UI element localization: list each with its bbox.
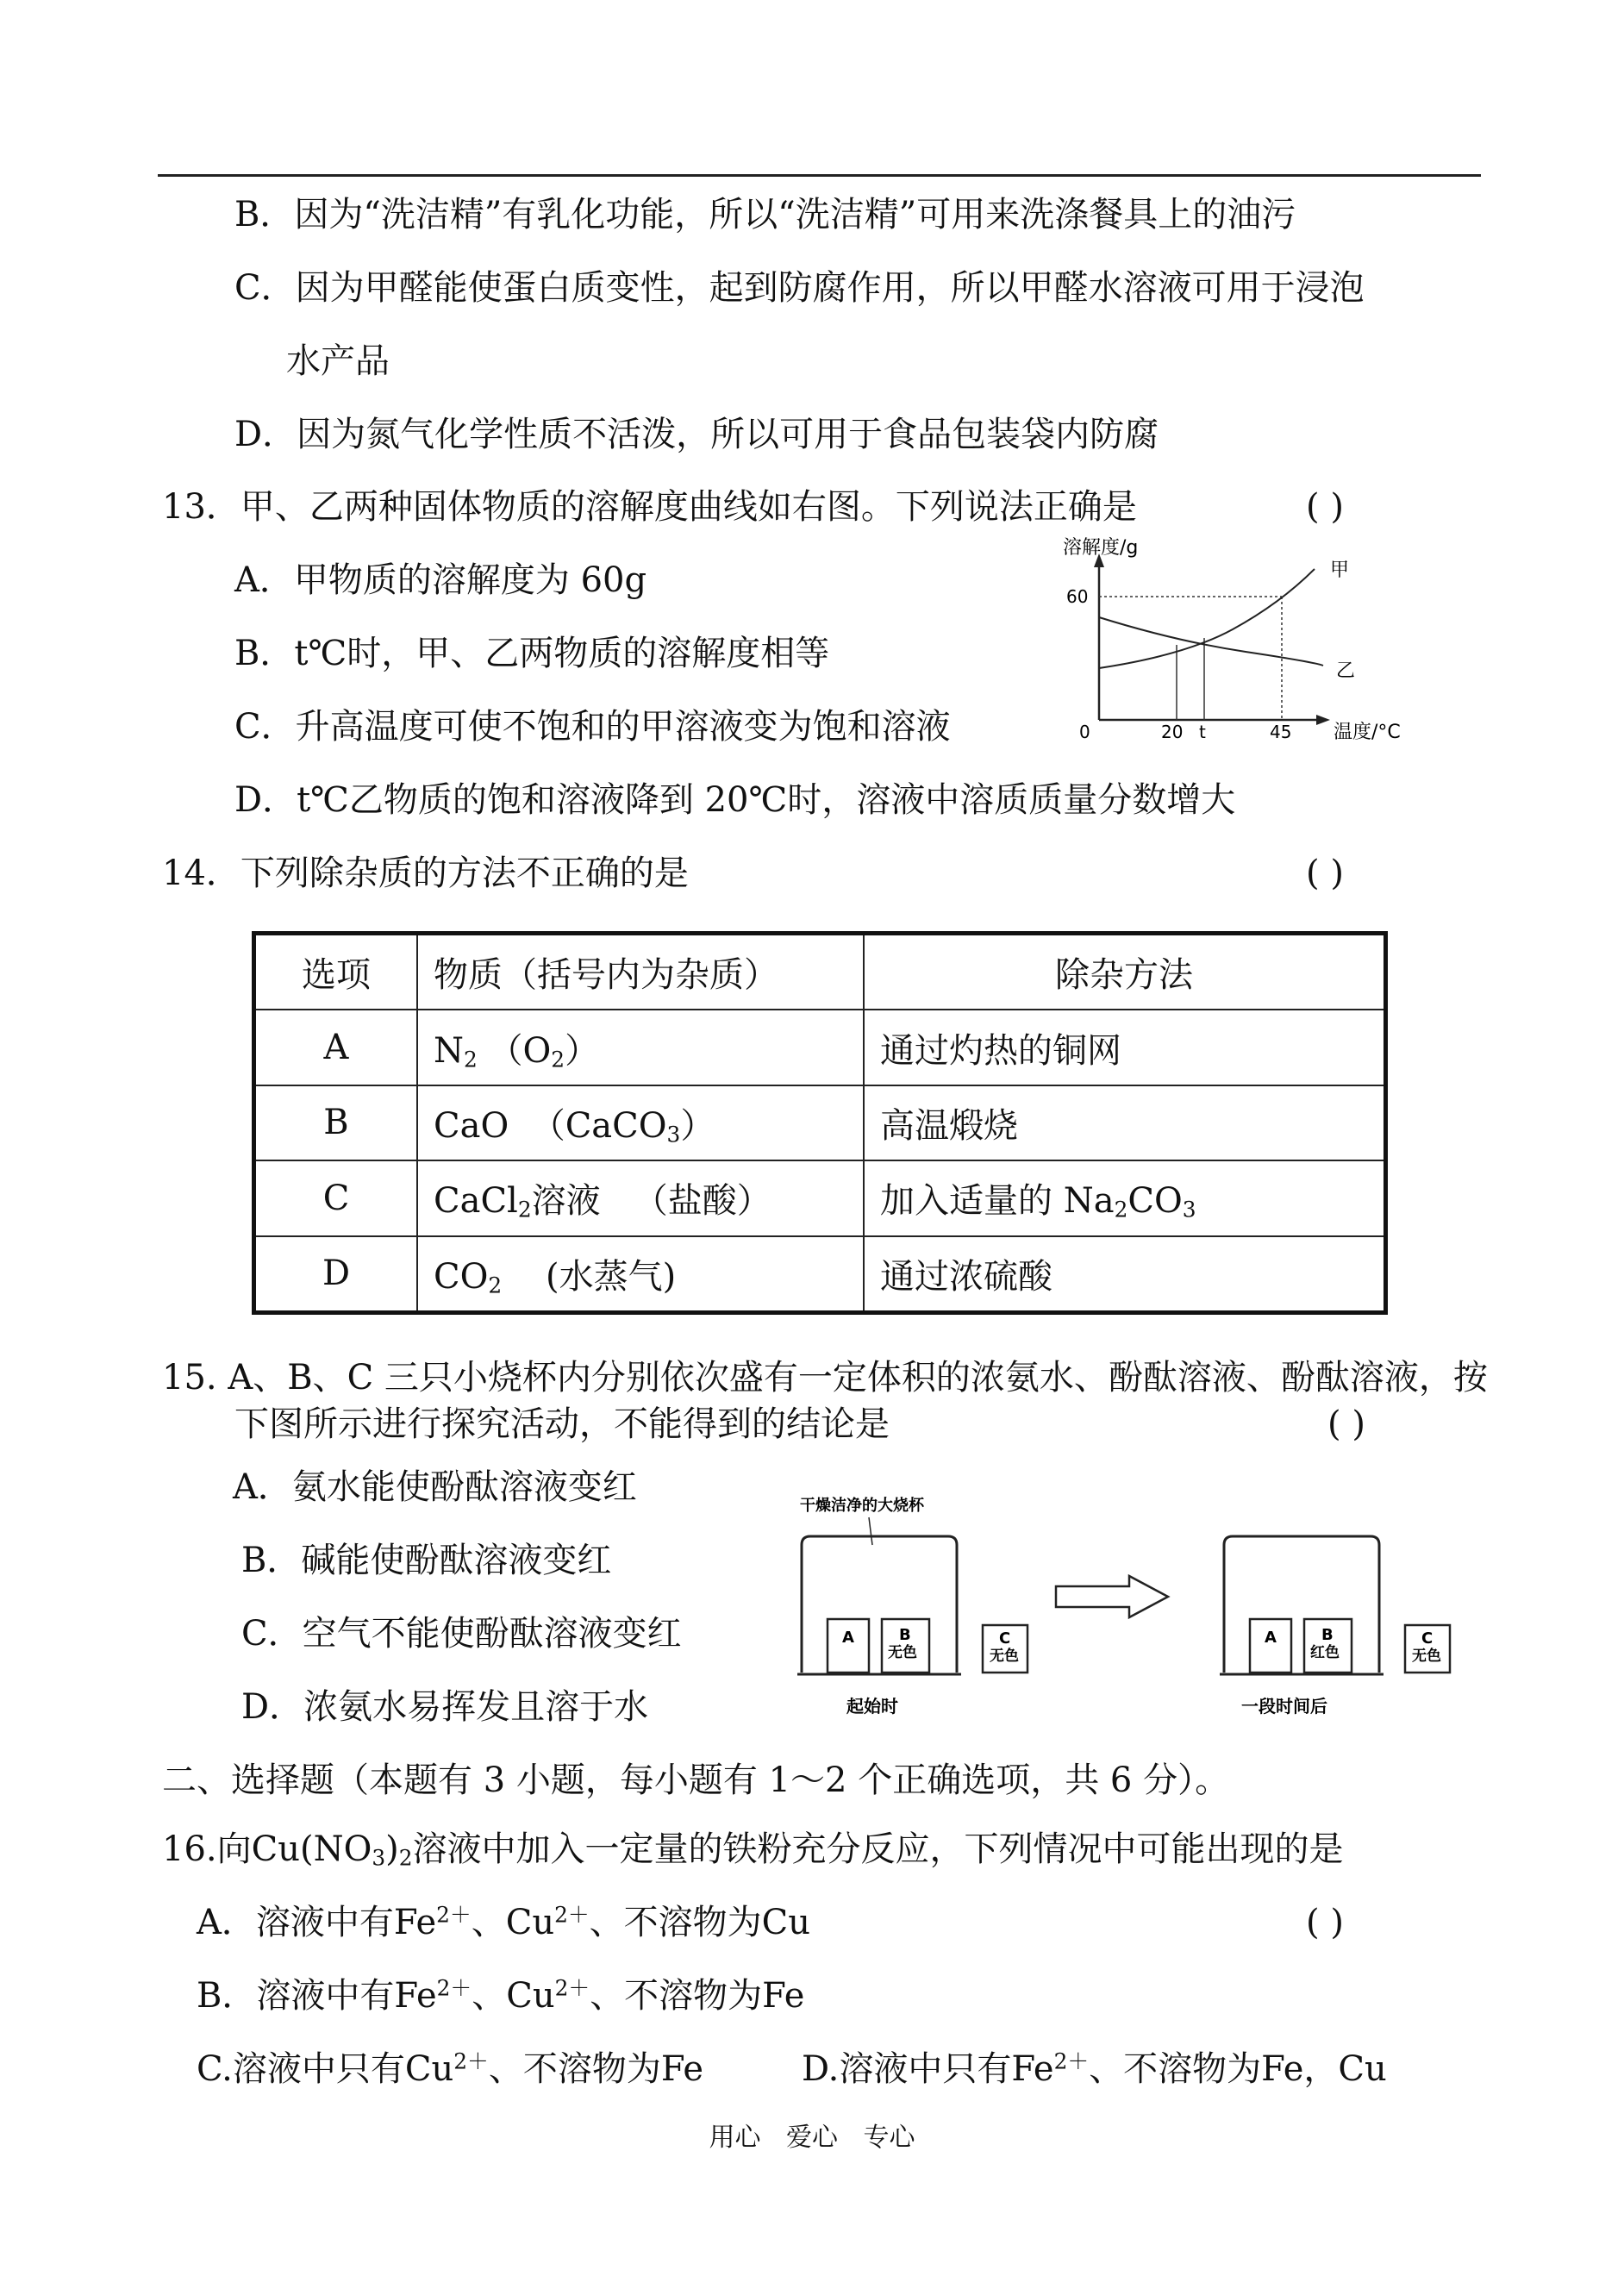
beaker-c-colorless: 无色 xyxy=(990,1648,1019,1665)
beaker-a-label: A xyxy=(1265,1629,1277,1647)
q12-option-d: D．因为氮气化学性质不活泼，所以可用于食品包装袋内防腐 xyxy=(234,415,1159,454)
q16-stem xyxy=(162,1828,1344,1871)
subscript: 2 xyxy=(488,1273,503,1298)
cell-substance xyxy=(417,1085,864,1160)
big-beaker-start xyxy=(802,1536,957,1673)
formula-text: （ xyxy=(530,1105,565,1146)
header-substance: 物质（括号内为杂质） xyxy=(417,934,864,1010)
label-jia: 甲 xyxy=(1330,560,1350,581)
graph-x-tick-t: t xyxy=(1199,722,1206,741)
q16-option-c xyxy=(197,2048,703,2091)
cell-option: C xyxy=(254,1160,418,1235)
option-suffix: 、不溶物为Cu xyxy=(589,1903,811,1942)
caption-start: 起始时 xyxy=(846,1696,898,1717)
beaker-c-colorless: 无色 xyxy=(1412,1648,1441,1665)
graph-x-tick-0: 0 xyxy=(1079,722,1090,741)
method-text: 加入适量的 xyxy=(880,1181,1052,1222)
subscript: 3 xyxy=(666,1122,681,1148)
graph-y-label: 溶解度/g xyxy=(1063,537,1139,559)
formula-text: Fe xyxy=(393,1903,437,1942)
big-beaker-label: 干燥洁净的大烧杯 xyxy=(800,1497,924,1515)
formula-text: O xyxy=(522,1030,552,1071)
subscript: 3 xyxy=(372,1845,386,1871)
formula-text: Cu(NO xyxy=(251,1829,372,1869)
charge: 2＋ xyxy=(554,1902,590,1928)
graph-x-tick-45: 45 xyxy=(1270,722,1292,741)
charge: 2＋ xyxy=(1053,2048,1090,2074)
table-row xyxy=(254,1160,1386,1235)
q13-answer-paren: ( ) xyxy=(1306,487,1344,527)
q13-option-b: B．t℃时，甲、乙两物质的溶解度相等 xyxy=(234,634,830,673)
arrow-right xyxy=(1056,1576,1168,1617)
q13-option-d: D．t℃乙物质的饱和溶液降到 20℃时，溶液中溶质质量分数增大 xyxy=(234,780,1236,820)
q12-option-b: B．因为“洗洁精”有乳化功能，所以“洗洁精”可用来洗涤餐具上的油污 xyxy=(234,195,1296,235)
formula-text: ） xyxy=(680,1105,715,1146)
charge: 2＋ xyxy=(554,1975,590,2001)
option-suffix: 、不溶物为Fe，Cu xyxy=(1089,2049,1387,2089)
separator: 、 xyxy=(471,1903,506,1942)
formula-text: Fe xyxy=(394,1976,437,2016)
formula-text: Fe xyxy=(1011,2049,1054,2089)
option-suffix: 、不溶物为Fe xyxy=(488,2049,704,2089)
q15-stem: 15. A、B、C 三只小烧杯内分别依次盛有一定体积的浓氨水、酚酞溶液、酚酞溶液，按 xyxy=(162,1358,1488,1398)
header-method: 除杂方法 xyxy=(864,934,1386,1010)
q15-option-d: D．浓氨水易挥发且溶于水 xyxy=(241,1687,649,1727)
q16-stem-pre: 16.向 xyxy=(162,1829,252,1869)
cell-method xyxy=(864,1160,1386,1235)
beaker-a-label: A xyxy=(842,1629,854,1647)
q12-option-c-cont: 水产品 xyxy=(286,341,390,381)
q13-option-a: A．甲物质的溶解度为 60g xyxy=(234,560,647,600)
charge: 2＋ xyxy=(436,1902,472,1928)
option-prefix: B．溶液中有 xyxy=(197,1976,395,2016)
formula-text: (水蒸气) xyxy=(546,1256,677,1297)
cell-method: 通过灼热的铜网 xyxy=(864,1010,1386,1085)
option-prefix: C.溶液中只有 xyxy=(197,2049,405,2089)
cell-option: A xyxy=(254,1010,418,1085)
cell-substance xyxy=(417,1010,864,1085)
label-yi: 乙 xyxy=(1336,660,1356,682)
q16-answer-paren: ( ) xyxy=(1306,1903,1344,1942)
formula-text: Cu xyxy=(506,1976,555,2016)
subscript: 3 xyxy=(1182,1197,1196,1223)
charge: 2＋ xyxy=(436,1975,472,2001)
big-beaker-after xyxy=(1224,1536,1379,1673)
q16-option-d xyxy=(802,2048,1387,2091)
charge: 2＋ xyxy=(453,2048,489,2074)
q13-option-c: C．升高温度可使不饱和的甲溶液变为饱和溶液 xyxy=(234,707,951,747)
cell-option: D xyxy=(254,1236,418,1313)
table-header-row xyxy=(254,934,1386,1010)
table-row xyxy=(254,1236,1386,1313)
q14-answer-paren: ( ) xyxy=(1306,854,1344,893)
header-option: 选项 xyxy=(254,934,418,1010)
table-row xyxy=(254,1010,1386,1085)
formula-text: CaCl xyxy=(434,1181,518,1222)
formula-text: ) xyxy=(385,1829,399,1869)
subscript: 2 xyxy=(517,1197,532,1223)
separator: 、 xyxy=(472,1976,507,2016)
graph-x-label: 温度/°C xyxy=(1334,722,1401,741)
formula-text: ） xyxy=(565,1030,600,1071)
table-row xyxy=(254,1085,1386,1160)
cell-method: 高温煅烧 xyxy=(864,1085,1386,1160)
beaker-b-label: B xyxy=(899,1626,911,1644)
graph-x-tick-20: 20 xyxy=(1161,722,1184,741)
subscript: 2 xyxy=(398,1845,413,1871)
cell-substance xyxy=(417,1236,864,1313)
formula-text: （ xyxy=(488,1030,523,1071)
formula-text: CO xyxy=(1127,1181,1183,1222)
q13-stem: 13．甲、乙两种固体物质的溶解度曲线如右图。下列说法正确是 xyxy=(162,487,1137,527)
subscript: 2 xyxy=(551,1047,565,1072)
formula-text: Na xyxy=(1063,1181,1115,1222)
cell-substance xyxy=(417,1160,864,1235)
q12-option-c: C．因为甲醛能使蛋白质变性，起到防腐作用，所以甲醛水溶液可用于浸泡 xyxy=(234,268,1365,308)
graph-y-tick-60: 60 xyxy=(1066,586,1089,607)
beaker-c-label: C xyxy=(999,1629,1011,1648)
q15-option-b: B．碱能使酚酞溶液变红 xyxy=(241,1541,612,1580)
subscript: 2 xyxy=(1114,1197,1128,1223)
big-beaker-pointer xyxy=(869,1517,872,1545)
subscript: 2 xyxy=(464,1047,478,1072)
cell-option: B xyxy=(254,1085,418,1160)
q15-stem-cont: 下图所示进行探究活动，不能得到的结论是 xyxy=(234,1404,890,1444)
q15-option-a: A．氨水能使酚酞溶液变红 xyxy=(233,1467,637,1507)
beaker-b-red: 红色 xyxy=(1310,1644,1340,1661)
beaker-b-colorless: 无色 xyxy=(888,1644,917,1661)
formula-text: Cu xyxy=(505,1903,555,1942)
formula-text: 盐酸 xyxy=(667,1181,737,1222)
solubility-curve-graph xyxy=(1056,535,1452,741)
impurity-removal-table xyxy=(252,931,1388,1315)
option-prefix: D.溶液中只有 xyxy=(802,2049,1012,2089)
q16-option-a xyxy=(197,1901,810,1944)
option-suffix: 、不溶物为Fe xyxy=(590,1976,805,2016)
q15-option-c: C．空气不能使酚酞溶液变红 xyxy=(241,1614,682,1654)
caption-after: 一段时间后 xyxy=(1241,1696,1327,1717)
ammonia-experiment-figure xyxy=(776,1491,1500,1724)
page-footer: 用心 爱心 专心 xyxy=(709,2123,915,2153)
formula-text: CaO xyxy=(434,1105,509,1146)
formula-text: N xyxy=(434,1030,464,1071)
formula-text: ） xyxy=(736,1181,771,1222)
formula-text: Cu xyxy=(404,2049,454,2089)
cell-method: 通过浓硫酸 xyxy=(864,1236,1386,1313)
formula-text: 溶液 xyxy=(531,1181,601,1222)
q15-answer-paren: ( ) xyxy=(1327,1404,1365,1444)
q14-stem: 14．下列除杂质的方法不正确的是 xyxy=(162,854,689,893)
formula-text: （ xyxy=(633,1181,668,1222)
q16-stem-post: 溶液中加入一定量的铁粉充分反应，下列情况中可能出现的是 xyxy=(412,1829,1344,1869)
header-rule xyxy=(158,174,1481,177)
section-2-heading: 二、选择题（本题有 3 小题，每小题有 1～2 个正确选项，共 6 分）。 xyxy=(162,1760,1230,1800)
q16-option-b xyxy=(197,1974,804,2017)
formula-text: CO xyxy=(434,1256,489,1297)
option-prefix: A．溶液中有 xyxy=(197,1903,394,1942)
graph-x-arrow xyxy=(1316,715,1330,725)
beaker-b-label: B xyxy=(1321,1626,1334,1644)
formula-text: CaCO xyxy=(565,1105,667,1146)
beaker-c-label: C xyxy=(1421,1629,1433,1648)
curve-yi xyxy=(1099,617,1323,666)
